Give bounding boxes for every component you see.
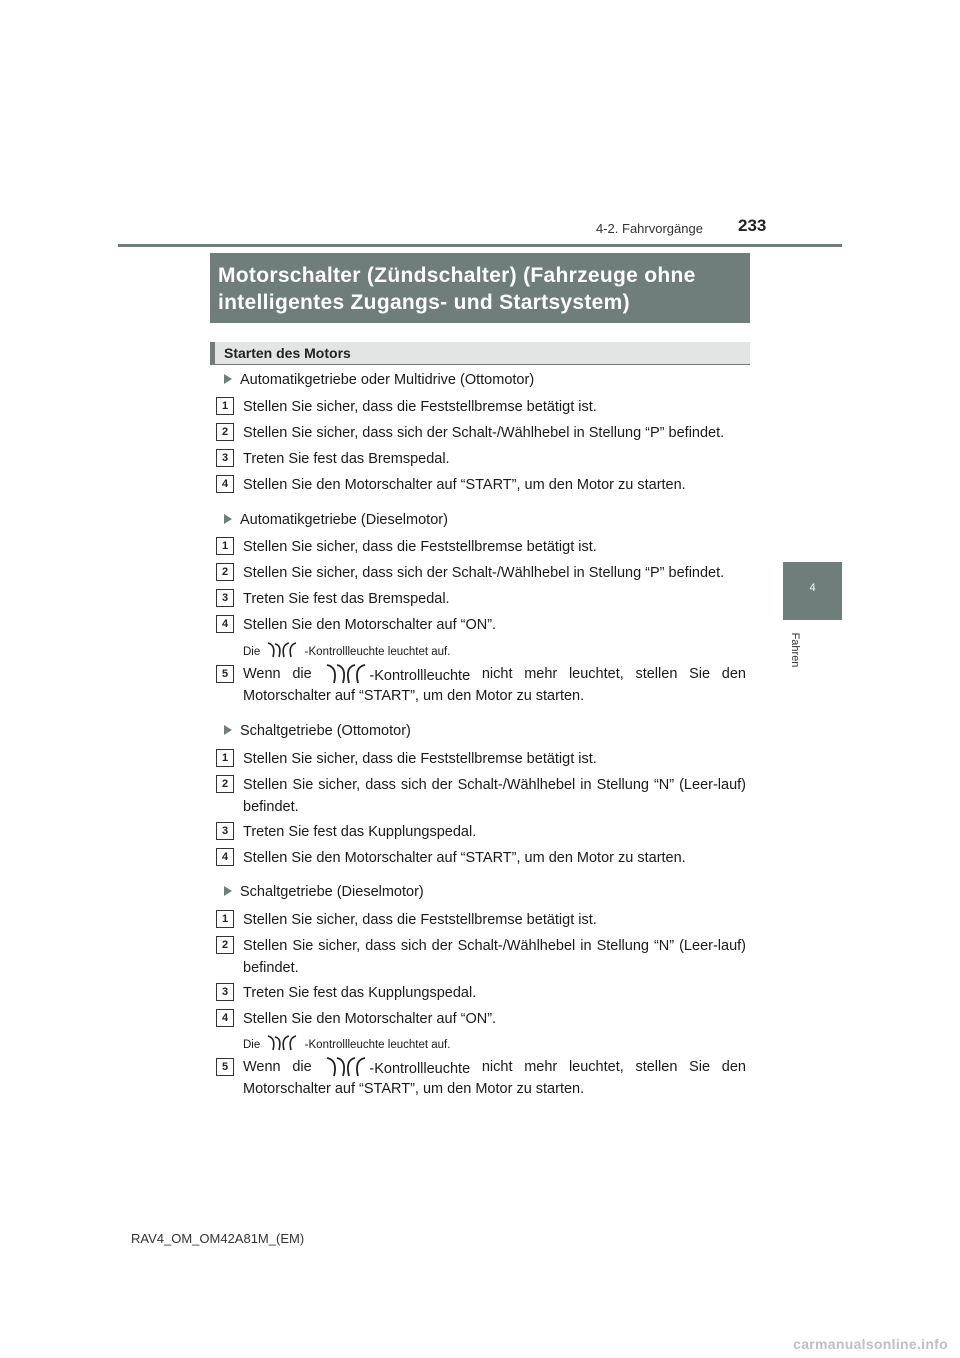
section-heading xyxy=(224,372,534,388)
step-number: 4 xyxy=(216,1009,234,1027)
word: leuchtet, xyxy=(568,1059,624,1075)
step-text-multiline xyxy=(243,663,746,707)
step-text: Stellen Sie sicher, dass die Feststellbremse betätigt ist. xyxy=(243,399,597,415)
step-number: 3 xyxy=(216,983,234,1001)
note-suffix: -Kontrollleuchte leuchtet auf. xyxy=(304,646,451,658)
step-text: Stellen Sie den Motorschalter auf “START”, um den Motor zu starten. xyxy=(243,850,686,866)
page-number: 233 xyxy=(738,216,767,235)
triangle-bullet-icon xyxy=(224,725,232,735)
indicator-note xyxy=(243,641,450,659)
step-number: 3 xyxy=(216,449,234,467)
indicator-word xyxy=(323,1055,470,1080)
word: stellen xyxy=(635,666,678,682)
step-number: 1 xyxy=(216,910,234,928)
step-number: 1 xyxy=(216,537,234,555)
step-text: Stellen Sie sicher, dass sich der Schalt-/Wählhebel in Stellung “P” befindet. xyxy=(243,425,725,441)
word: stellen xyxy=(635,1059,678,1075)
word: nicht xyxy=(481,1059,513,1075)
step-text: Stellen Sie sicher, dass die Feststellbremse betätigt ist. xyxy=(243,751,597,767)
triangle-bullet-icon xyxy=(224,514,232,524)
step-text: Stellen Sie sicher, dass sich der Schalt-/Wählhebel in Stellung “N” (Leer-lauf) befindet. xyxy=(243,777,746,815)
step-number: 5 xyxy=(216,665,234,683)
step-number: 2 xyxy=(216,423,234,441)
section-heading-text: Automatikgetriebe oder Multidrive (Ottomotor) xyxy=(240,372,535,388)
step-line-1 xyxy=(243,663,746,685)
step-text: Treten Sie fest das Kupplungspedal. xyxy=(243,985,477,1001)
step-text: Stellen Sie den Motorschalter auf “ON”. xyxy=(243,617,497,633)
step-number: 2 xyxy=(216,775,234,793)
word: den xyxy=(721,1059,746,1075)
word: Sie xyxy=(689,1059,711,1075)
header-rule xyxy=(118,244,842,247)
section-heading xyxy=(224,884,424,900)
glow-plug-indicator-icon xyxy=(323,1055,369,1079)
section-heading xyxy=(224,512,448,528)
chapter-side-label xyxy=(783,620,807,676)
chapter-side-label-text: Fahren xyxy=(789,632,801,668)
step-text: Stellen Sie sicher, dass die Feststellbremse betätigt ist. xyxy=(243,539,597,555)
triangle-bullet-icon xyxy=(224,886,232,896)
page-title-line-1: Motorschalter (Zündschalter) (Fahrzeuge ohne xyxy=(218,264,696,287)
document-code: RAV4_OM_OM42A81M_(EM) xyxy=(131,1231,305,1246)
indicator-word xyxy=(323,662,470,687)
glow-plug-indicator-icon xyxy=(265,641,299,659)
indicator-note xyxy=(243,1034,450,1052)
word: die xyxy=(292,666,312,682)
word: -Kontrollleuchte xyxy=(369,667,471,684)
step-line-2: Motorschalter auf “START”, um den Motor zu starten. xyxy=(243,688,585,704)
watermark: carmanualsonline.info xyxy=(793,1336,948,1352)
step-number: 1 xyxy=(216,397,234,415)
step-text: Stellen Sie sicher, dass sich der Schalt-/Wählhebel in Stellung “N” (Leer-lauf) befindet. xyxy=(243,938,746,976)
step-line-1 xyxy=(243,1056,746,1078)
word: Wenn xyxy=(243,666,281,682)
glow-plug-indicator-icon xyxy=(323,662,369,686)
section-heading xyxy=(224,723,411,739)
word: mehr xyxy=(524,666,558,682)
word: Sie xyxy=(689,666,711,682)
step-text: Stellen Sie sicher, dass die Feststellbremse betätigt ist. xyxy=(243,912,597,928)
triangle-bullet-icon xyxy=(224,374,232,384)
step-text: Treten Sie fest das Bremspedal. xyxy=(243,591,450,607)
word: den xyxy=(721,666,746,682)
step-number: 1 xyxy=(216,749,234,767)
step-number: 4 xyxy=(216,848,234,866)
step-text-multiline xyxy=(243,1056,746,1100)
note-suffix: -Kontrollleuchte leuchtet auf. xyxy=(304,1039,451,1051)
word: mehr xyxy=(524,1059,558,1075)
step-text: Treten Sie fest das Bremspedal. xyxy=(243,451,450,467)
glow-plug-indicator-icon xyxy=(265,1034,299,1052)
chapter-tab-number: 4 xyxy=(809,582,816,594)
note-prefix: Die xyxy=(243,1039,261,1051)
section-heading-text: Schaltgetriebe (Dieselmotor) xyxy=(240,884,424,900)
section-heading-text: Automatikgetriebe (Dieselmotor) xyxy=(240,512,448,528)
step-text: Stellen Sie den Motorschalter auf “START”, um den Motor zu starten. xyxy=(243,477,686,493)
subheading-text: Starten des Motors xyxy=(224,345,351,361)
subheading-accent xyxy=(210,342,215,364)
word: die xyxy=(292,1059,312,1075)
step-number: 3 xyxy=(216,822,234,840)
section-heading-text: Schaltgetriebe (Ottomotor) xyxy=(240,723,411,739)
step-number: 4 xyxy=(216,615,234,633)
note-prefix: Die xyxy=(243,646,261,658)
chapter-tab xyxy=(783,562,842,620)
step-text: Stellen Sie sicher, dass sich der Schalt-/Wählhebel in Stellung “P” befindet. xyxy=(243,565,725,581)
step-number: 3 xyxy=(216,589,234,607)
subheading-bar xyxy=(210,342,750,365)
step-text: Stellen Sie den Motorschalter auf “ON”. xyxy=(243,1011,497,1027)
step-number: 2 xyxy=(216,936,234,954)
section-breadcrumb: 4-2. Fahrvorgänge xyxy=(596,221,703,236)
step-text: Treten Sie fest das Kupplungspedal. xyxy=(243,824,477,840)
step-line-2: Motorschalter auf “START”, um den Motor zu starten. xyxy=(243,1081,585,1097)
word: -Kontrollleuchte xyxy=(369,1060,471,1077)
step-number: 2 xyxy=(216,563,234,581)
word: nicht xyxy=(481,666,513,682)
word: leuchtet, xyxy=(568,666,624,682)
page-title xyxy=(210,253,750,323)
step-number: 5 xyxy=(216,1058,234,1076)
page-title-line-2: intelligentes Zugangs- und Startsystem) xyxy=(218,291,630,314)
step-number: 4 xyxy=(216,475,234,493)
word: Wenn xyxy=(243,1059,281,1075)
